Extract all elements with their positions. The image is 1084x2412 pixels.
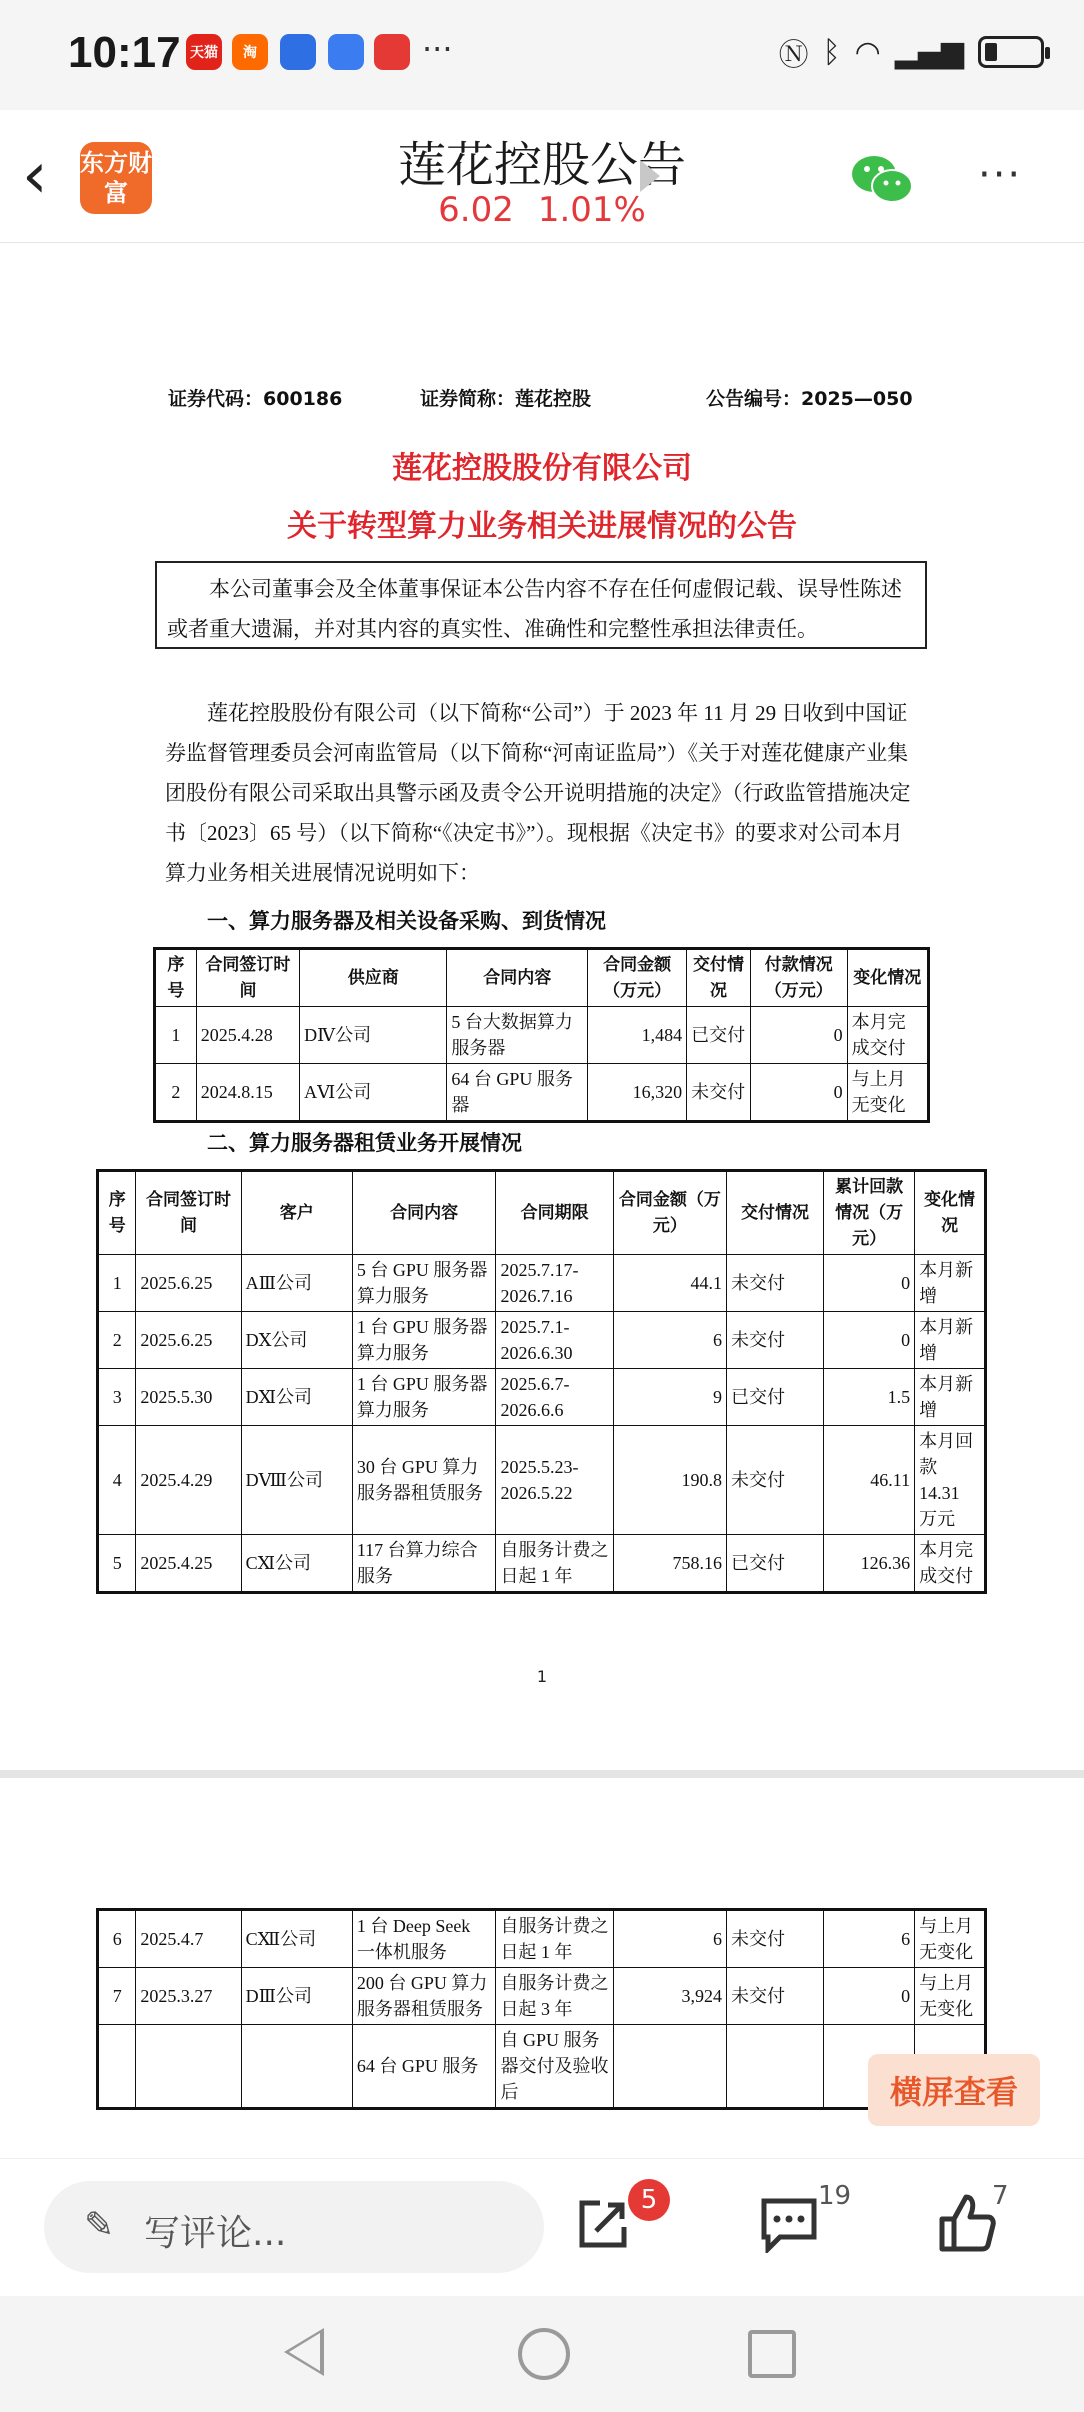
table-cell: [613, 2025, 726, 2109]
pencil-icon: ✎: [84, 2205, 115, 2246]
table-cell: 0: [750, 1064, 847, 1122]
table-header: 客户: [241, 1171, 352, 1255]
page-separator: [0, 1770, 1084, 1778]
leasing-table-continued: [96, 1908, 987, 2110]
announcement-page-1: [0, 243, 1084, 1773]
table-cell: [136, 2025, 241, 2109]
table-cell: 126.36: [824, 1535, 915, 1593]
like-icon[interactable]: [938, 2193, 996, 2253]
table-header-row: [155, 949, 929, 1007]
table-cell: 2025.7.1-2026.6.30: [496, 1312, 613, 1369]
like-count: 7: [992, 2181, 1009, 2211]
table-header: 合同金额（万元）: [613, 1171, 726, 1255]
app-icon-bird: [328, 34, 364, 70]
table-cell: 1 台 GPU 服务器算力服务: [352, 1369, 496, 1426]
table-cell: 64 台 GPU 服务: [352, 2025, 496, 2109]
battery-icon: [978, 36, 1044, 68]
table-cell: 本月完成交付: [915, 1535, 986, 1593]
table-header: 合同签订时间: [136, 1171, 241, 1255]
table-header: 合同期限: [496, 1171, 613, 1255]
table-cell: 117 台算力综合服务: [352, 1535, 496, 1593]
table-cell: 自 GPU 服务器交付及验收后: [496, 2025, 613, 2109]
app-icon-blue: [280, 34, 316, 70]
table-cell: 2025.4.28: [196, 1007, 299, 1064]
stock-change: 1.01%: [537, 190, 646, 230]
table-row: [155, 1007, 929, 1064]
table-cell: 9: [613, 1369, 726, 1426]
table-cell: 已交付: [727, 1369, 824, 1426]
table-cell: 2025.5.30: [136, 1369, 241, 1426]
table-row: [98, 1255, 986, 1312]
page-number: 1: [536, 1667, 548, 1686]
table-cell: 2024.8.15: [196, 1064, 299, 1122]
more-options-icon[interactable]: ···: [978, 152, 1023, 198]
notice-number: 公告编号：2025—050: [706, 388, 913, 410]
table-cell: 5 台大数据算力服务器: [447, 1007, 588, 1064]
table-cell: 未交付: [727, 1910, 824, 1968]
nfc-icon: Ⓝ: [778, 38, 809, 73]
table-cell: 1,484: [588, 1007, 687, 1064]
table-cell: 未交付: [727, 1968, 824, 2025]
table-row: [98, 1369, 986, 1426]
table-cell: 与上月无变化: [915, 1968, 986, 2025]
table-header: 变化情况: [915, 1171, 986, 1255]
table-cell: 已交付: [687, 1007, 751, 1064]
section-1-heading: 一、算力服务器及相关设备采购、到货情况: [207, 909, 606, 933]
intro-paragraph: 莲花控股股份有限公司（以下简称“公司”）于 2023 年 11 月 29 日收到中国证券监督管理委员会河南监管局（以下简称“河南证监局”）《关于对莲花健康产业集团股份有限公司采取出具警示函及责令公开说明措施的决定》（行政监管措施决定书〔2023〕65 号）（以下简称“《决定书》”）。现根据《决定书》的要求对公司本月算力业务相关进展情况说明如下：: [165, 701, 911, 885]
table-header: 合同签订时间: [196, 949, 299, 1007]
table-cell: 与上月无变化: [915, 1910, 986, 1968]
table-cell: CⅫ公司: [241, 1910, 352, 1968]
table-cell: 未交付: [727, 1255, 824, 1312]
table-cell: 本月完成交付: [847, 1007, 928, 1064]
table-cell: 5 台 GPU 服务器算力服务: [352, 1255, 496, 1312]
table-row: [98, 1968, 986, 2025]
table-cell: 6: [613, 1910, 726, 1968]
clock: 10:17: [68, 28, 181, 77]
table-cell: 本月回款 14.31 万元: [915, 1426, 986, 1535]
table-header: 供应商: [300, 949, 447, 1007]
table-row: [98, 1312, 986, 1369]
bluetooth-icon: ᛒ: [822, 34, 841, 70]
system-navigation-bar: [0, 2296, 1084, 2412]
table-cell: 0: [824, 1255, 915, 1312]
table-row: [98, 2025, 986, 2109]
table-cell: 0: [824, 1968, 915, 2025]
table-header: 交付情况: [727, 1171, 824, 1255]
play-triangle-icon[interactable]: [640, 160, 660, 192]
table-cell: [98, 2025, 136, 2109]
section-2-heading: 二、算力服务器租赁业务开展情况: [207, 1131, 522, 1155]
table-cell: 5: [98, 1535, 136, 1593]
table-cell: 758.16: [613, 1535, 726, 1593]
comment-icon[interactable]: [758, 2195, 820, 2253]
table-cell: 与上月无变化: [847, 1064, 928, 1122]
table-header: 变化情况: [847, 949, 928, 1007]
table-cell: 1 台 Deep Seek 一体机服务: [352, 1910, 496, 1968]
table-cell: 2: [155, 1064, 197, 1122]
stock-quote: [0, 190, 1084, 230]
table-cell: 46.11: [824, 1426, 915, 1535]
wechat-share-icon[interactable]: [850, 152, 914, 208]
back-button[interactable]: ‹: [22, 139, 48, 213]
table-cell: 未交付: [687, 1064, 751, 1122]
table-cell: 本月新增: [915, 1312, 986, 1369]
table-cell: 16,320: [588, 1064, 687, 1122]
table-row: [98, 1535, 986, 1593]
table-cell: 未交付: [727, 1312, 824, 1369]
table-cell: 2025.6.25: [136, 1255, 241, 1312]
table-cell: 1: [98, 1255, 136, 1312]
table-cell: 1.5: [824, 1369, 915, 1426]
comment-placeholder: 写评论...: [144, 2213, 287, 2254]
table-cell: 未交付: [727, 1426, 824, 1535]
share-badge: 5: [628, 2179, 670, 2221]
table-cell: 0: [824, 1312, 915, 1369]
nav-home-icon[interactable]: [518, 2328, 570, 2380]
landscape-view-button[interactable]: 横屏查看: [868, 2054, 1040, 2126]
signal-icon: ▂▄▆: [894, 34, 964, 70]
table-header: 序号: [155, 949, 197, 1007]
tmall-app-icon: 天猫: [186, 34, 222, 70]
table-cell: 2025.7.17-2026.7.16: [496, 1255, 613, 1312]
table-header: 累计回款情况（万元）: [824, 1171, 915, 1255]
wifi-icon: ◠: [854, 34, 881, 70]
table-cell: CⅪ公司: [241, 1535, 352, 1593]
nav-recents-icon[interactable]: [748, 2330, 796, 2378]
security-code: 证券代码：600186: [168, 388, 343, 410]
status-bar: [0, 0, 1084, 110]
comment-input[interactable]: [44, 2181, 544, 2273]
table-cell: 已交付: [727, 1535, 824, 1593]
company-title: 莲花控股股份有限公司: [392, 451, 692, 486]
table-cell: DⅢ公司: [241, 1968, 352, 2025]
table-cell: 7: [98, 1968, 136, 2025]
system-icons: [779, 30, 1044, 74]
announcement-title: 关于转型算力业务相关进展情况的公告: [287, 509, 797, 544]
table-header: 合同内容: [352, 1171, 496, 1255]
table-cell: 6: [98, 1910, 136, 1968]
taobao-app-icon: 淘: [232, 34, 268, 70]
table-header: 合同金额（万元）: [588, 949, 687, 1007]
table-cell: 本月新增: [915, 1255, 986, 1312]
table-cell: 自服务计费之日起 1 年: [496, 1910, 613, 1968]
table-cell: 44.1: [613, 1255, 726, 1312]
table-cell: DⅣ公司: [300, 1007, 447, 1064]
table-row: [98, 1910, 986, 1968]
table-cell: 3: [98, 1369, 136, 1426]
table-cell: DⅪ公司: [241, 1369, 352, 1426]
table-header-row: [98, 1171, 986, 1255]
bottom-action-bar: [0, 2158, 1084, 2297]
table-row: [155, 1064, 929, 1122]
table-cell: 6: [613, 1312, 726, 1369]
more-notifications-icon: ···: [422, 30, 453, 68]
table-cell: 2025.3.27: [136, 1968, 241, 2025]
stock-price: 6.02: [438, 190, 514, 230]
table-cell: [727, 2025, 824, 2109]
table-cell: 190.8: [613, 1426, 726, 1535]
app-icon-red: [374, 34, 410, 70]
table-cell: 1: [155, 1007, 197, 1064]
table-cell: 2: [98, 1312, 136, 1369]
table-cell: 3,924: [613, 1968, 726, 2025]
table-cell: 2025.6.7-2026.6.6: [496, 1369, 613, 1426]
page-title: 莲花控股公告: [397, 137, 686, 193]
table-cell: 4: [98, 1426, 136, 1535]
table-cell: 30 台 GPU 算力服务器租赁服务: [352, 1426, 496, 1535]
table-header: 合同内容: [447, 949, 588, 1007]
nav-back-icon[interactable]: [284, 2328, 324, 2376]
table-header: 付款情况（万元）: [750, 949, 847, 1007]
eastmoney-logo[interactable]: 东方财富: [80, 142, 152, 214]
table-cell: 自服务计费之日起 1 年: [496, 1535, 613, 1593]
table-header: 交付情况: [687, 949, 751, 1007]
table-cell: 2025.4.29: [136, 1426, 241, 1535]
table-cell: 200 台 GPU 算力服务器租赁服务: [352, 1968, 496, 2025]
table-cell: 2025.6.25: [136, 1312, 241, 1369]
table-cell: 0: [750, 1007, 847, 1064]
table-header: 序号: [98, 1171, 136, 1255]
table-cell: [241, 2025, 352, 2109]
table-cell: 2025.4.25: [136, 1535, 241, 1593]
table-cell: AⅢ公司: [241, 1255, 352, 1312]
table-cell: 6: [824, 1910, 915, 1968]
table-cell: 本月新增: [915, 1369, 986, 1426]
procurement-table: [153, 947, 930, 1123]
app-header: [0, 110, 1084, 243]
leasing-table: [96, 1169, 987, 1594]
share-icon[interactable]: [574, 2195, 632, 2253]
table-cell: 64 台 GPU 服务器: [447, 1064, 588, 1122]
table-row: [98, 1426, 986, 1535]
table-cell: 自服务计费之日起 3 年: [496, 1968, 613, 2025]
table-cell: DⅩ公司: [241, 1312, 352, 1369]
security-short-name: 证券简称：莲花控股: [420, 388, 592, 410]
table-cell: AⅥ公司: [300, 1064, 447, 1122]
board-statement-box: 本公司董事会及全体董事保证本公告内容不存在任何虚假记载、误导性陈述或者重大遗漏，并对其内容的真实性、准确性和完整性承担法律责任。: [155, 561, 927, 649]
table-cell: 1 台 GPU 服务器算力服务: [352, 1312, 496, 1369]
table-cell: 2025.5.23-2026.5.22: [496, 1426, 613, 1535]
table-cell: DⅧ公司: [241, 1426, 352, 1535]
comment-count: 19: [818, 2181, 852, 2211]
table-cell: 2025.4.7: [136, 1910, 241, 1968]
